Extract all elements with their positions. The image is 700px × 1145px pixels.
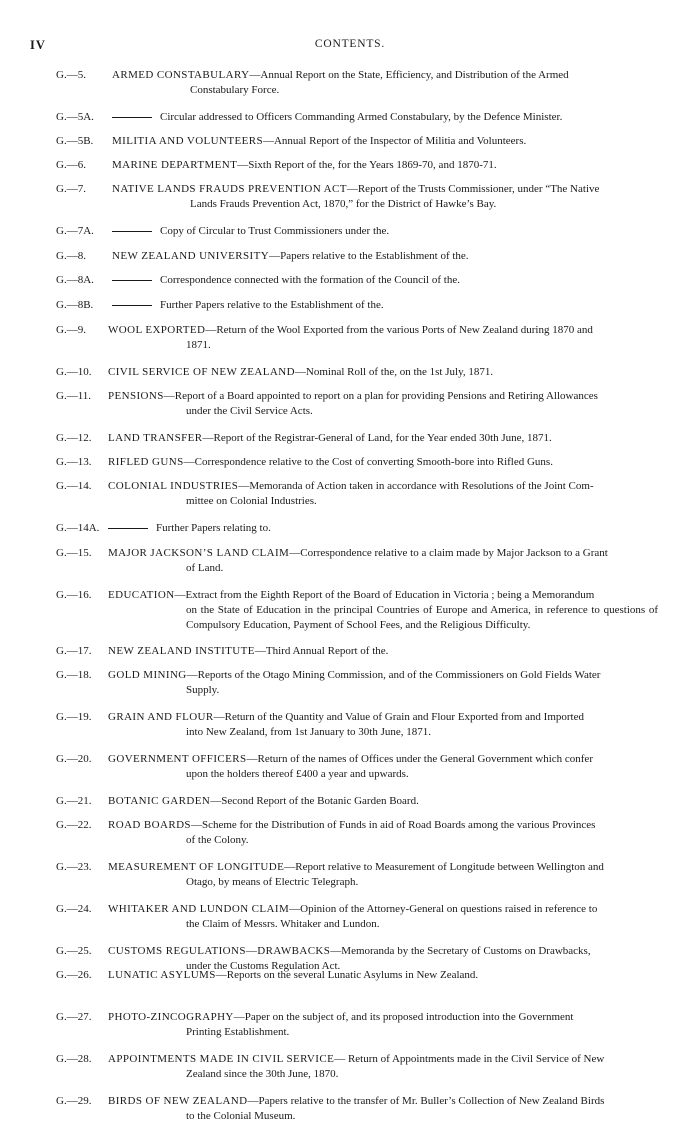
- entry-code: G.—14A.: [56, 522, 100, 534]
- entry-continuation: the Claim of Messrs. Whitaker and Lundon.: [186, 918, 380, 930]
- entry-code: G.—8A.: [56, 274, 94, 286]
- entry-title: GRAIN AND FLOUR: [108, 711, 214, 723]
- entry-code: G.—24.: [56, 903, 92, 915]
- entry-separator: —: [210, 795, 222, 807]
- entry-separator: —: [330, 945, 342, 957]
- entry-code: G.—18.: [56, 669, 92, 681]
- entry-separator: —: [294, 366, 306, 378]
- entry-title: COLONIAL INDUSTRIES: [108, 480, 239, 492]
- entry-code: G.—26.: [56, 969, 92, 981]
- entry-title: ARMED CONSTABULARY: [112, 69, 250, 81]
- entry-code: G.—29.: [56, 1095, 92, 1107]
- entry-title: WHITAKER AND LUNDON CLAIM: [108, 903, 290, 915]
- entry-description: Return of the Wool Exported from the various Ports of New Zealand during 1870 and: [216, 324, 593, 336]
- entry-description: Return of the names of Offices under the General Government which confer: [257, 753, 593, 765]
- entry-code: G.—11.: [56, 390, 92, 402]
- entry-separator: —: [334, 1053, 348, 1065]
- entry-code: G.—9.: [56, 324, 86, 336]
- entry-separator: —: [238, 480, 250, 492]
- entry-continuation: to the Colonial Museum.: [186, 1110, 296, 1122]
- entry-separator: —: [213, 711, 225, 723]
- entry-description: Report of a Board appointed to report on a plan for providing Pensions and Retiring Allowances: [174, 390, 598, 402]
- entry-description: Report of the Trusts Commissioner, under “The Native: [357, 183, 600, 195]
- entry-separator: —: [262, 135, 274, 147]
- entry-description: Circular addressed to Officers Commanding Armed Constabulary, by the Defence Minister.: [160, 111, 563, 123]
- entry-code: G.—7A.: [56, 225, 94, 237]
- entry-separator: —: [237, 159, 249, 171]
- entry-description: Return of Appointments made in the Civil Service of New: [347, 1053, 605, 1065]
- entry-title: GOLD MINING: [108, 669, 187, 681]
- entry-separator: —: [174, 589, 186, 601]
- entry-code: G.—22.: [56, 819, 92, 831]
- entry-code: G.—16.: [56, 589, 92, 601]
- entry-separator: —: [289, 903, 301, 915]
- entry-continuation: Otago, by means of Electric Telegraph.: [186, 876, 359, 888]
- entry-description: Papers relative to the transfer of Mr. Buller’s Collection of New Zealand Birds: [258, 1095, 605, 1107]
- entry-code: G.—19.: [56, 711, 92, 723]
- entry-title: PENSIONS: [108, 390, 164, 402]
- entry-code: G.—6.: [56, 159, 86, 171]
- entry-code: G.—5B.: [56, 135, 94, 147]
- ditto-rule: [108, 528, 148, 529]
- entry-separator: —: [254, 645, 266, 657]
- entry-code: G.—13.: [56, 456, 92, 468]
- entry-code: G.—25.: [56, 945, 92, 957]
- entry-continuation: Printing Establishment.: [186, 1026, 290, 1038]
- entry-title: ROAD BOARDS: [108, 819, 191, 831]
- entry-continuation: Lands Frauds Prevention Act, 1870,” for the District of Hawke’s Bay.: [190, 198, 497, 210]
- entry-title: RIFLED GUNS: [108, 456, 184, 468]
- entry-code: G.—28.: [56, 1053, 92, 1065]
- entry-code: G.—5A.: [56, 111, 94, 123]
- entry-description: Further Papers relating to.: [156, 522, 271, 534]
- entry-continuation: on the State of Education in the principal Countries of Europe and America, in reference to questions of Compulsory Education, Payment of School Fees, and the Religious Difficulty.: [186, 604, 658, 631]
- entry-separator: —: [246, 753, 258, 765]
- ditto-rule: [112, 117, 152, 118]
- entry-description: Reports on the several Lunatic Asylums in New Zealand.: [226, 969, 479, 981]
- entry-separator: —: [247, 1095, 259, 1107]
- entry-code: G.—12.: [56, 432, 92, 444]
- entry-title: MILITIA AND VOLUNTEERS: [112, 135, 263, 147]
- ditto-rule: [112, 280, 152, 281]
- entry-separator: —: [233, 1011, 245, 1023]
- entry-separator: —: [205, 324, 217, 336]
- entry-title: WOOL EXPORTED: [108, 324, 206, 336]
- entry-description: Correspondence connected with the formation of the Council of the.: [160, 274, 460, 286]
- entry-code: G.—8.: [56, 250, 86, 262]
- ditto-rule: [112, 231, 152, 232]
- entry-title: NEW ZEALAND INSTITUTE: [108, 645, 255, 657]
- entry-description: Annual Report of the Inspector of Militia and Volunteers.: [273, 135, 527, 147]
- entry-title: MARINE DEPARTMENT: [112, 159, 238, 171]
- entry-code: G.—10.: [56, 366, 92, 378]
- entry-title: CUSTOMS REGULATIONS—DRAWBACKS: [108, 945, 331, 957]
- entry-description: Second Report of the Botanic Garden Board.: [221, 795, 419, 807]
- entry-code: G.—7.: [56, 183, 86, 195]
- entry-description: Memoranda of Action taken in accordance with Resolutions of the Joint Com-: [249, 480, 594, 492]
- entry-description: Nominal Roll of the, on the 1st July, 1871.: [305, 366, 494, 378]
- entry-code: G.—23.: [56, 861, 92, 873]
- entry-continuation: upon the holders thereof £400 a year and upwards.: [186, 768, 409, 780]
- entry-continuation: under the Civil Service Acts.: [186, 405, 313, 417]
- entry-separator: —: [186, 669, 198, 681]
- entry-continuation: 1871.: [186, 339, 211, 351]
- entry-continuation: of Land.: [186, 562, 224, 574]
- running-head: CONTENTS.: [314, 38, 386, 50]
- entry-code: G.—14.: [56, 480, 92, 492]
- entry-continuation: under the Customs Regulation Act.: [186, 960, 341, 972]
- entry-code: G.—8B.: [56, 299, 94, 311]
- entry-code: G.—21.: [56, 795, 92, 807]
- entry-description: Correspondence relative to the Cost of converting Smooth-bore into Rifled Guns.: [194, 456, 553, 468]
- entry-separator: —: [289, 547, 301, 559]
- entry-title: LAND TRANSFER: [108, 432, 203, 444]
- entry-description: Annual Report on the State, Efficiency, and Distribution of the Armed: [260, 69, 569, 81]
- entry-description: Extract from the Eighth Report of the Board of Education in Victoria ; being a Memorandum: [185, 589, 595, 601]
- entry-description: Memoranda by the Secretary of Customs on Drawbacks,: [341, 945, 591, 957]
- entry-title: APPOINTMENTS MADE IN CIVIL SERVICE: [108, 1053, 335, 1065]
- entry-separator: —: [163, 390, 175, 402]
- entry-title: EDUCATION: [108, 589, 175, 601]
- entry-continuation: Zealand since the 30th June, 1870.: [186, 1068, 339, 1080]
- entry-title: PHOTO-ZINCOGRAPHY: [108, 1011, 234, 1023]
- entry-title: CIVIL SERVICE OF NEW ZEALAND: [108, 366, 295, 378]
- ditto-rule: [112, 305, 152, 306]
- page-number: IV: [30, 38, 46, 52]
- entry-description: Copy of Circular to Trust Commissioners under the.: [160, 225, 390, 237]
- entry-separator: —: [190, 819, 202, 831]
- entry-separator: —: [202, 432, 214, 444]
- entry-code: G.—15.: [56, 547, 92, 559]
- entry-code: G.—5.: [56, 69, 86, 81]
- entry-separator: —: [269, 250, 281, 262]
- entry-title: NATIVE LANDS FRAUDS PREVENTION ACT: [112, 183, 347, 195]
- entry-description: Sixth Report of the, for the Years 1869-70, and 1870-71.: [248, 159, 497, 171]
- entry-continuation: Supply.: [186, 684, 220, 696]
- entry-separator: —: [284, 861, 296, 873]
- entry-description: Return of the Quantity and Value of Grain and Flour Exported from and Imported: [224, 711, 584, 723]
- entry-continuation: of the Colony.: [186, 834, 249, 846]
- entry-continuation: into New Zealand, from 1st January to 30th June, 1871.: [186, 726, 432, 738]
- entry-description: Reports of the Otago Mining Commission, and of the Commissioners on Gold Fields Water: [197, 669, 601, 681]
- entry-code: G.—20.: [56, 753, 92, 765]
- entry-continuation: Constabulary Force.: [190, 84, 280, 96]
- entry-description: Opinion of the Attorney-General on questions raised in reference to: [300, 903, 598, 915]
- entry-separator: —: [249, 69, 261, 81]
- entry-title: NEW ZEALAND UNIVERSITY: [112, 250, 270, 262]
- entry-separator: —: [215, 969, 227, 981]
- entry-title: GOVERNMENT OFFICERS: [108, 753, 247, 765]
- entry-description: Paper on the subject of, and its proposed introduction into the Government: [244, 1011, 574, 1023]
- entry-title: LUNATIC ASYLUMS: [108, 969, 216, 981]
- entry-description: Correspondence relative to a claim made by Major Jackson to a Grant: [300, 547, 608, 559]
- entry-separator: —: [346, 183, 358, 195]
- entry-description: Report relative to Measurement of Longitude between Wellington and: [295, 861, 604, 873]
- entry-title: BIRDS OF NEW ZEALAND: [108, 1095, 248, 1107]
- entry-continuation: mittee on Colonial Industries.: [186, 495, 317, 507]
- entry-description: Report of the Registrar-General of Land, for the Year ended 30th June, 1871.: [213, 432, 552, 444]
- entry-code: G.—27.: [56, 1011, 92, 1023]
- entry-title: MAJOR JACKSON’S LAND CLAIM: [108, 547, 290, 559]
- entry-description: Third Annual Report of the.: [265, 645, 389, 657]
- entry-description: Scheme for the Distribution of Funds in aid of Road Boards among the various Provinces: [201, 819, 596, 831]
- entry-title: MEASUREMENT OF LONGITUDE: [108, 861, 285, 873]
- entry-description: Papers relative to the Establishment of the.: [280, 250, 469, 262]
- entry-separator: —: [183, 456, 195, 468]
- entry-title: BOTANIC GARDEN: [108, 795, 211, 807]
- entry-code: G.—17.: [56, 645, 92, 657]
- entry-description: Further Papers relative to the Establishment of the.: [160, 299, 384, 311]
